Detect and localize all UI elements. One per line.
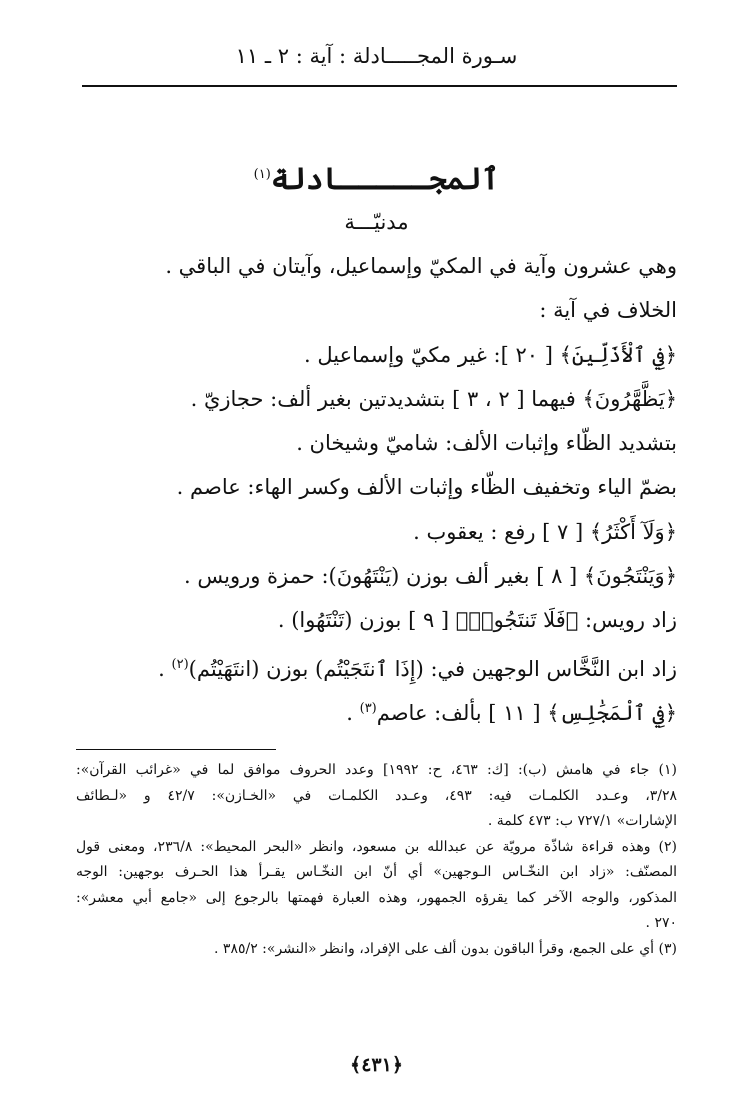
body-line-text: الخلاف في آية :: [539, 298, 677, 323]
body-line: [60, 643, 677, 687]
footnotes: [76, 758, 677, 962]
body-line: [60, 421, 677, 465]
body-line-text: بضمّ الياء وتخفيف الظّاء وإثبات الألف وكسر الهاء: عاصم .: [176, 475, 677, 500]
body-line-text: ﴿وَيَنْتَجُونَ﴾ [ ٨ ] بغير ألف بوزن (يَنْتَهُونَ): حمزة ورويس .: [183, 564, 677, 589]
page-number: ﴿٤٣١﴾: [350, 1054, 403, 1076]
surah-type: مدنيّـــة: [344, 210, 409, 234]
body-text: [60, 244, 677, 731]
header-rule: [82, 85, 677, 87]
body-line: [60, 377, 677, 421]
footnote-line: ٢٧٠ .: [645, 915, 677, 931]
footnote-line: الإشارات» ٧٢٧/١ ب: ٤٧٣ كلمة .: [487, 813, 677, 829]
footnote-line: ٣/٢٨، وعـدد الكلمـات فيه: ٤٩٣، وعـدد الكلمـات في «الخـازن»: ٤٢/٧ و «لـطائف: [76, 787, 677, 804]
body-line-text: ﴿يَظَّهَّرُونَ﴾ فيهما [ ٢ ، ٣ ] بتشديدتين بغير ألف: حجازيّ .: [190, 386, 677, 411]
body-line-tail: .: [158, 656, 172, 681]
footnote-line: (٢) وهذه قراءة شاذّة مرويّة عن عبدالله بن مسعود، وانظر «البحر المحيط»: ٢٣٦/٨، ومعنى قول: [76, 838, 677, 855]
footnote-line: المذكور، والوجه الآخر كما يقرؤه الجمهور، وهذه العبارة فهمتها بالرجوع إلى «جامع أبي معشر»:: [76, 889, 677, 906]
footnote-rule: [76, 749, 276, 750]
body-line: [60, 554, 677, 598]
body-line: [60, 598, 677, 642]
body-line: [60, 244, 677, 288]
footnote-line: المصنّف: «زاد ابن النخّـاس الـوجهين» أي أنّ ابن النخّـاس يقـرأ هذا الحـرف بوجهين: الوجه: [76, 864, 677, 880]
body-line-text: زاد رويس: ﴿فَلَا تَنتَجُوا۟﴾ [ ٩ ] بوزن (تَنْتَهُوا) .: [277, 608, 677, 633]
body-line: [60, 510, 677, 554]
surah-title: [76, 153, 677, 202]
body-line-tail: .: [346, 700, 360, 725]
footnote-ref: (٣): [359, 700, 377, 716]
body-line-text: ﴿وَلَآ أَكْثَرُ﴾ [ ٧ ] رفع : يعقوب .: [413, 519, 677, 544]
surah-title-text: ٱلمجـــــادلة: [270, 162, 500, 197]
body-line: [60, 333, 677, 377]
body-line: [60, 687, 677, 731]
title-footnote-ref: (١): [253, 167, 271, 182]
body-line-text: زاد ابن النَّخَّاس الوجهين في: (إِذَا ٱنتَجَيْتُم) بوزن (انتَهَيْتُم): [188, 656, 677, 681]
body-line-text: ﴿فِي ٱلْمَجَٰلِسِ﴾ [ ١١ ] بألف: عاصم: [376, 700, 677, 725]
running-header: سـورة المجـــــادلة : آية : ٢ ـ ١١: [235, 44, 518, 68]
footnote-ref: (٢): [171, 656, 189, 672]
body-line: [60, 465, 677, 509]
body-line-text: ﴿فِي ٱلْأَذَلِّينَ﴾ [ ٢٠ ]: غير مكيّ وإسماعيل .: [304, 342, 677, 367]
body-line-text: وهي عشرون وآية في المكيّ وإسماعيل، وآيتان في الباقي .: [165, 254, 677, 278]
footnote-line: (١) جاء في هامش (ب): [ك: ٤٦٣، ح: ١٩٩٢] وعدد الحروف موافق لما في «غرائب القرآن»:: [76, 762, 677, 778]
footnote-line: (٣) أي على الجمع، وقرأ الباقون بدون ألف على الإفراد، وانظر «النشر»: ٣٨٥/٢ .: [214, 940, 677, 957]
body-line-text: بتشديد الظّاء وإثبات الألف: شاميّ وشيخان .: [296, 431, 677, 456]
body-line: [60, 288, 677, 332]
